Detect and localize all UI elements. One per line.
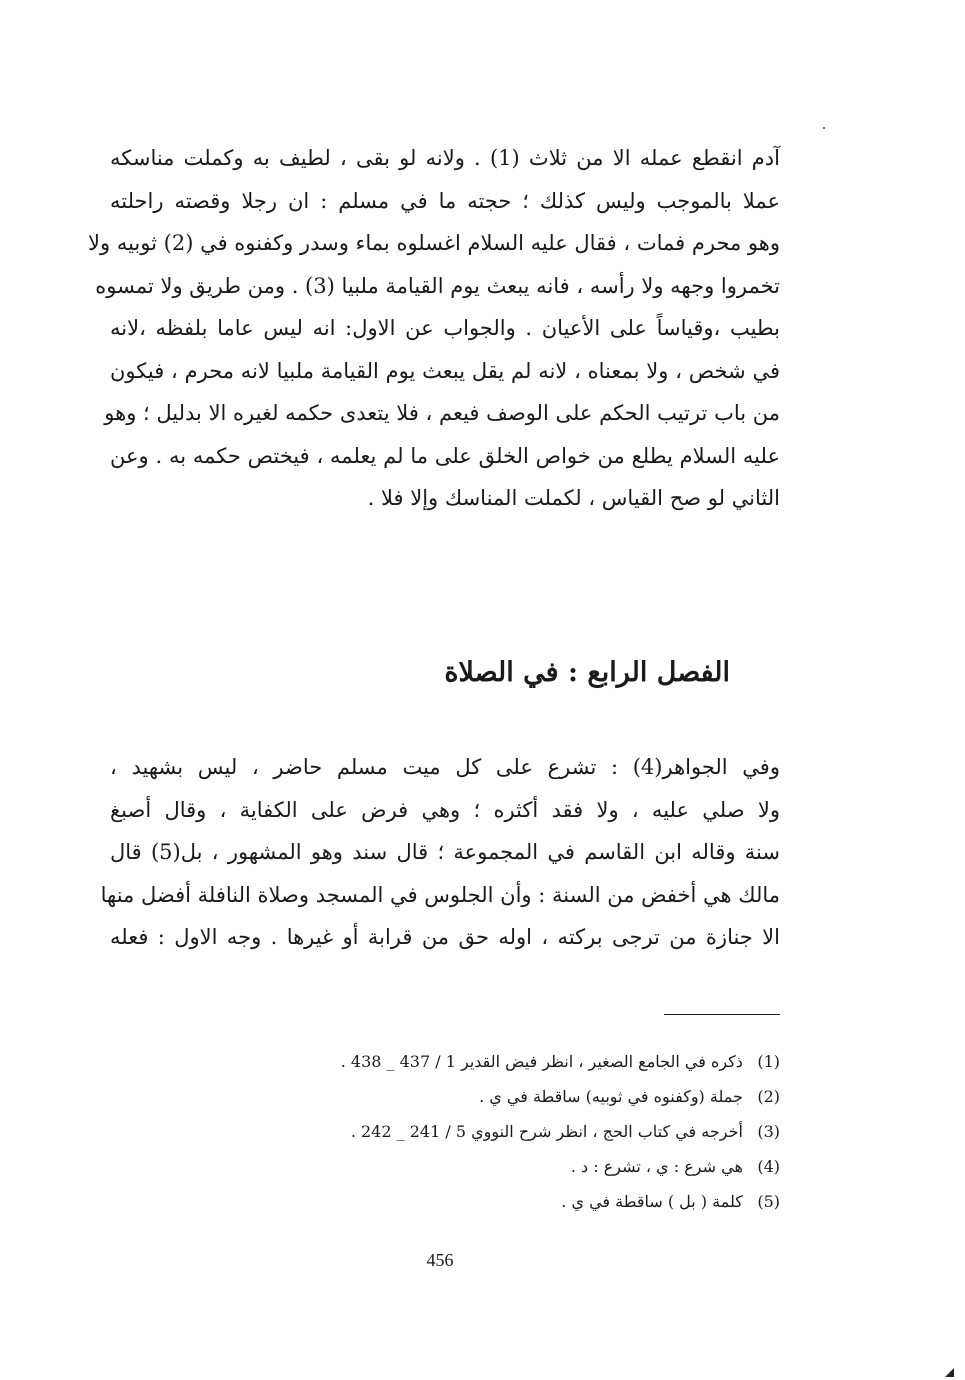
body-paragraph-2 xyxy=(100,746,780,959)
footnote-item xyxy=(250,1114,780,1149)
footnote-divider xyxy=(664,1014,780,1015)
footnote-number: (3) xyxy=(757,1122,780,1141)
footnote-text: هي شرع : ي ، تشرع : د . xyxy=(570,1157,743,1176)
text-line: تخمروا وجهه ولا رأسه ، فانه يبعث يوم القيامة ملبيا (3) . ومن طريق ولا تمسوه xyxy=(95,273,780,298)
text-line: من باب ترتيب الحكم على الوصف فيعم ، فلا يتعدى حكمه لغيره الا بدليل ؛ وهو xyxy=(104,401,780,425)
text-line: آدم انقطع عمله الا من ثلاث (1) . ولانه لو بقى ، لطيف به وكملت مناسكه xyxy=(110,146,780,170)
chapter-heading: الفصل الرابع : في الصلاة xyxy=(444,657,730,688)
footnote-number: (2) xyxy=(757,1087,780,1106)
text-line: بطيب ،وقياساً على الأعيان . والجواب عن الاول: انه ليس عاما بلفظه ،لانه xyxy=(110,316,780,340)
text-line: عملا بالموجب وليس كذلك ؛ حجته ما في مسلم : ان رجلا وقصته راحلته xyxy=(110,188,780,213)
text-line: عليه السلام يطلع من خواص الخلق على ما لم يعلمه ، فيختص حكمه به . وعن xyxy=(110,443,780,468)
text-line: الثاني لو صح القياس ، لكملت المناسك وإلا فلا . xyxy=(367,486,780,510)
footnote-text: جملة (وكفنوه في ثوبيه) ساقطة في ي . xyxy=(479,1087,743,1106)
text-line: ولا صلي عليه ، ولا فقد أكثره ؛ وهي فرض على الكفاية ، وقال أصبغ xyxy=(110,797,780,822)
body-paragraph-1 xyxy=(88,137,780,520)
page-number: 456 xyxy=(426,1250,454,1270)
footnote-text: ذكره في الجامع الصغير ، انظر فيض القدير 1 / 437 _ 438 . xyxy=(340,1052,743,1071)
footnote-text: كلمة ( بل ) ساقطة في ي . xyxy=(561,1192,743,1211)
text-line: وفي الجواهر(4) : تشرع على كل ميت مسلم حاضر ، ليس بشهيد ، xyxy=(110,755,780,779)
text-line: وهو محرم فمات ، فقال عليه السلام اغسلوه بماء وسدر وكفنوه في (2) ثوبيه ولا xyxy=(88,231,780,255)
footnote-item xyxy=(250,1044,780,1079)
scan-speck xyxy=(823,127,825,129)
text-line: سنة وقاله ابن القاسم في المجموعة ؛ قال سند وهو المشهور ، بل(5) قال xyxy=(110,840,780,864)
text-line: الا جنازة من ترجى بركته ، اوله حق من قرابة أو غيرها . وجه الاول : فعله xyxy=(110,925,780,949)
text-line: مالك هي أخفض من السنة : وأن الجلوس في المسجد وصلاة النافلة أفضل منها xyxy=(100,882,780,907)
footnote-item xyxy=(250,1184,780,1219)
text-line: في شخص ، ولا بمعناه ، لانه لم يقل يبعث يوم القيامة ملبيا لانه محرم ، فيكون xyxy=(110,358,780,383)
footnote-item xyxy=(250,1079,780,1114)
scan-corner-mark xyxy=(945,1368,954,1377)
footnotes-list xyxy=(250,1044,780,1219)
footnote-item xyxy=(250,1149,780,1184)
footnote-number: (4) xyxy=(757,1157,780,1176)
footnote-text: أخرجه في كتاب الحج ، انظر شرح النووي 5 / 241 _ 242 . xyxy=(350,1122,743,1141)
footnote-number: (5) xyxy=(757,1192,780,1211)
footnote-number: (1) xyxy=(757,1052,780,1071)
